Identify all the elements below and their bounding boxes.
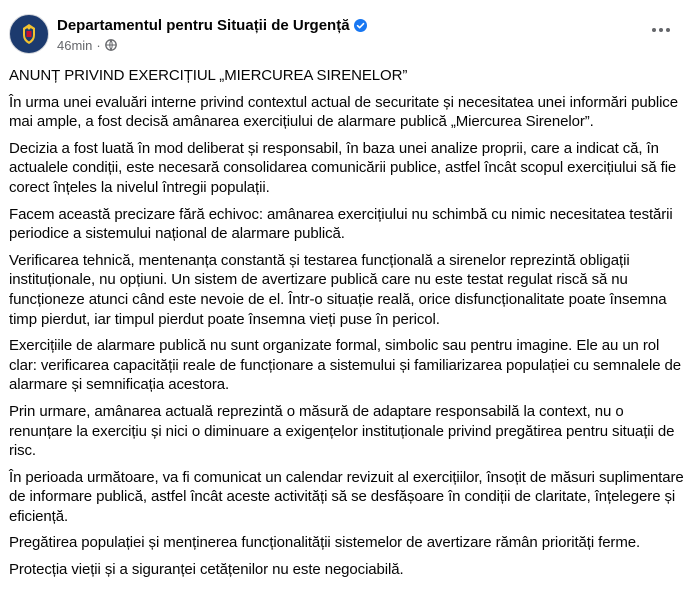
author-row [57, 15, 367, 35]
post-header [9, 12, 681, 56]
paragraph: În urma unei evaluări interne privind contextul actual de securitate și necesitatea unei informări publice mai ample, a fost decisă amânarea exercițiului de alarmare publică „Miercurea Sirenelor”. [9, 93, 678, 131]
post-body [9, 66, 687, 587]
paragraph: Verificarea tehnică, mentenanța constantă și testarea funcțională a sirenelor reprezintă obligații instituționale, nu opțiuni. Un sistem de avertizare publică care nu este testat regulat riscă să nu funcționeze atunci când este nevoie de el. Într-o situație reală, orice disfuncționalitate poate însemna timp pierdut, iar timpul pierdut poate însemna vieți puse în pericol. [9, 251, 667, 328]
avatar[interactable] [9, 14, 49, 54]
paragraph: Prin urmare, amânarea actuală reprezintă o măsură de adaptare responsabilă la context, nu o renunțare la exercițiu și nici o diminuare a exigențelor instituționale privind pregătirea pentru situații de risc. [9, 402, 675, 460]
author-name[interactable]: Departamentul pentru Situații de Urgență [57, 16, 350, 34]
time-row [57, 37, 367, 53]
separator-dot: · [96, 37, 101, 53]
paragraph: Protecția vieții și a siguranței cetățenilor nu este negociabilă. [9, 561, 404, 579]
coat-of-arms-icon [14, 19, 44, 49]
post-title: ANUNȚ PRIVIND EXERCIȚIUL „MIERCUREA SIRENELOR” [9, 67, 408, 84]
paragraph: Facem această precizare fără echivoc: amânarea exercițiului nu schimbă cu nimic necesitatea testării periodice a sistemului național de alarmare publică. [9, 205, 673, 243]
post-timestamp[interactable]: 46min [57, 37, 93, 53]
globe-icon[interactable] [105, 39, 117, 51]
paragraph: În perioada următoare, va fi comunicat un calendar revizuit al exercițiilor, însoțit de măsuri suplimentare de informare publică, astfel încât aceste activități să se desfășoare în condiții de claritate, înțelegere și eficiență. [9, 468, 684, 525]
more-options-icon[interactable] [647, 20, 675, 40]
paragraph: Exercițiile de alarmare publică nu sunt organizate formal, simbolic sau pentru imagine. Ele au un rol clar: verificarea capacității reale de funcționare a sistemului și familiarizarea populației cu semnalele de alarmare și semnificația acestora. [9, 337, 682, 394]
paragraph: Pregătirea populației și menținerea funcționalității sistemelor de avertizare rămân priorități ferme. [9, 534, 641, 552]
verified-badge-icon [354, 19, 367, 32]
post-meta [57, 15, 367, 53]
paragraph: Decizia a fost luată în mod deliberat și responsabil, în baza unei analize proprii, care a indicat că, în actualele condiții, este necesară consolidarea comunicării publice, astfel încât scopul exercițiului să fie corect înțeles la nivelul întregii populații. [9, 139, 677, 196]
